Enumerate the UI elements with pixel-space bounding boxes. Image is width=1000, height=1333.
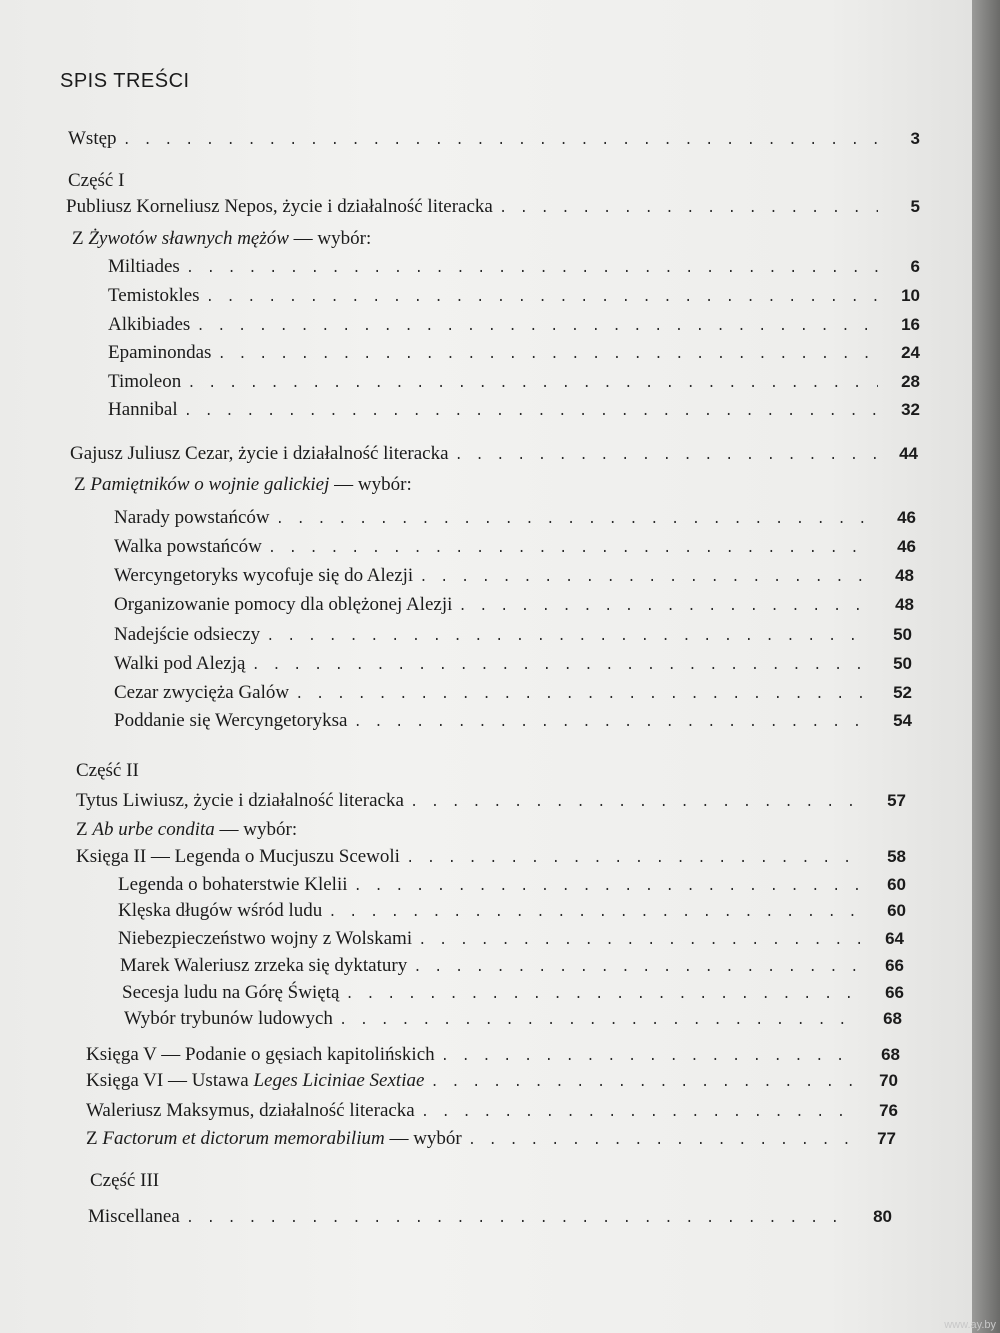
dot-leader	[206, 290, 878, 306]
dot-leader	[458, 599, 872, 615]
toc-entry	[114, 507, 916, 533]
toc-entry	[108, 314, 920, 340]
dot-leader	[196, 319, 878, 335]
work-title: Factorum et dictorum memorabilium	[102, 1128, 385, 1149]
toc-entry-label: Temistokles	[108, 285, 200, 306]
page-edge	[972, 0, 1000, 1333]
toc-entry-nepos	[66, 196, 920, 222]
selection-note-nepos	[72, 228, 371, 250]
toc-entry-label: Hannibal	[108, 399, 178, 420]
toc-page-number: 66	[885, 983, 904, 1002]
part-heading-2: Część II	[76, 760, 139, 781]
dot-leader	[123, 133, 878, 149]
toc-entry	[124, 1008, 902, 1034]
toc-entry-label	[86, 1070, 424, 1092]
toc-page-number: 24	[901, 343, 920, 362]
toc-entry-label: Alkibiades	[108, 314, 191, 335]
selection-prefix: Z	[76, 819, 93, 840]
toc-entry-label: Narady powstańców	[114, 507, 270, 528]
toc-page-number: 57	[887, 791, 906, 810]
toc-entry-label: Tytus Liwiusz, życie i działalność literacka	[76, 790, 404, 811]
toc-entry-book6	[86, 1070, 898, 1096]
toc-entry	[108, 285, 920, 311]
toc-page-number: 6	[910, 257, 920, 276]
dot-leader	[413, 960, 862, 976]
toc-entry-label: Gajusz Juliusz Cezar, życie i działalność literacka	[70, 443, 449, 464]
work-title: Żywotów sławnych mężów	[88, 228, 289, 249]
toc-entry-label: Walka powstańców	[114, 536, 262, 557]
toc-entry-book5	[86, 1044, 900, 1070]
toc-page-number: 50	[893, 654, 912, 673]
toc-entry	[114, 710, 912, 736]
toc-page-number: 64	[885, 929, 904, 948]
part-heading-3: Część III	[90, 1170, 160, 1191]
dot-leader	[430, 1075, 856, 1091]
toc-page-number: 66	[885, 956, 904, 975]
toc-entry-misc	[88, 1206, 892, 1232]
dot-leader	[339, 1013, 860, 1029]
toc-page-number: 46	[897, 508, 916, 527]
toc-page-number: 54	[893, 711, 912, 730]
toc-page-number: 76	[879, 1101, 898, 1120]
toc-page-number: 58	[887, 847, 906, 866]
toc-entry-label: Waleriusz Maksymus, działalność literacka	[86, 1100, 415, 1121]
work-title: Ab urbe condita	[92, 819, 215, 840]
toc-entry-book2	[76, 846, 906, 872]
toc-page-number: 77	[877, 1129, 896, 1148]
toc-page-number: 5	[910, 197, 920, 216]
dot-leader	[455, 448, 876, 464]
selection-note-caesar	[74, 474, 412, 496]
dot-leader	[328, 905, 864, 921]
toc-entry-intro	[68, 128, 920, 154]
dot-leader	[353, 715, 870, 731]
toc-entry	[114, 653, 912, 679]
toc-page-number: 44	[899, 444, 918, 463]
toc-page-number: 46	[897, 537, 916, 556]
toc-entry-label: Timoleon	[108, 371, 182, 392]
dot-leader	[410, 795, 864, 811]
toc-entry	[120, 955, 904, 981]
dot-leader	[406, 851, 864, 867]
selection-prefix: Z	[86, 1128, 103, 1149]
toc-entry-label: Wstęp	[68, 128, 117, 149]
toc-entry-label: Niebezpieczeństwo wojny z Wolskami	[118, 928, 413, 949]
dot-leader	[441, 1049, 858, 1065]
toc-entry-label: Cezar zwycięża Galów	[114, 682, 290, 703]
toc-entry	[108, 256, 920, 282]
toc-entry	[108, 342, 920, 368]
toc-page-number: 70	[879, 1071, 898, 1090]
toc-entry-label: Wercyngetoryks wycofuje się do Alezji	[114, 565, 414, 586]
toc-page-number: 60	[887, 875, 906, 894]
toc-entry-valerius-selection	[86, 1128, 896, 1154]
toc-entry	[118, 928, 904, 954]
toc-page-number: 32	[901, 400, 920, 419]
dot-leader	[186, 1211, 850, 1227]
dot-leader	[186, 261, 878, 277]
toc-entry-livy	[76, 790, 906, 816]
toc-entry-label: Klęska długów wśród ludu	[118, 900, 323, 921]
toc-entry	[108, 371, 920, 397]
toc-entry-label	[86, 1128, 462, 1150]
dot-leader	[295, 687, 870, 703]
toc-entry-caesar	[70, 443, 918, 469]
toc-entry	[118, 874, 906, 900]
toc-page-number: 68	[881, 1045, 900, 1064]
dot-leader	[468, 1133, 854, 1149]
toc-entry-label: Poddanie się Wercyngetoryksa	[114, 710, 348, 731]
watermark: www.ay.by	[944, 1319, 996, 1331]
work-title: Pamiętników o wojnie galickiej	[90, 474, 330, 495]
dot-leader	[266, 629, 870, 645]
dot-leader	[345, 987, 862, 1003]
dot-leader	[421, 1105, 856, 1121]
selection-prefix: Z	[74, 474, 91, 495]
law-title: Leges Liciniae Sextiae	[253, 1070, 425, 1091]
toc-entry-label: Walki pod Alezją	[114, 653, 246, 674]
toc-entry	[114, 536, 916, 562]
entry-prefix: Księga VI — Ustawa	[86, 1070, 254, 1091]
part-heading-1: Część I	[68, 170, 125, 191]
toc-page-number: 50	[893, 625, 912, 644]
dot-leader	[184, 404, 878, 420]
toc-entry-label: Secesja ludu na Górę Świętą	[122, 982, 340, 1003]
toc-entry-label: Księga II — Legenda o Mucjuszu Scewoli	[76, 846, 400, 867]
toc-page-number: 80	[873, 1207, 892, 1226]
dot-leader	[187, 376, 878, 392]
toc-entry-label: Legenda o bohaterstwie Klelii	[118, 874, 348, 895]
toc-entry	[114, 565, 914, 591]
dot-leader	[418, 933, 862, 949]
toc-entry-label: Marek Waleriusz zrzeka się dyktatury	[120, 955, 408, 976]
selection-suffix: — wybór:	[329, 474, 412, 495]
toc-page-number: 52	[893, 683, 912, 702]
toc-entry	[122, 982, 904, 1008]
toc-entry-label: Wybór trybunów ludowych	[124, 1008, 333, 1029]
selection-suffix: — wybór:	[288, 228, 372, 249]
dot-leader	[276, 512, 874, 528]
toc-page-number: 16	[901, 315, 920, 334]
dot-leader	[251, 658, 870, 674]
toc-entry-label: Publiusz Korneliusz Nepos, życie i działalność literacka	[66, 196, 493, 217]
selection-suffix: — wybór:	[214, 819, 298, 840]
toc-entry	[114, 594, 914, 620]
toc-entry-label: Miltiades	[108, 256, 180, 277]
dot-leader	[268, 541, 874, 557]
selection-note-livy	[76, 819, 297, 841]
dot-leader	[217, 347, 878, 363]
toc-page-number: 60	[887, 901, 906, 920]
toc-entry-label: Nadejście odsieczy	[114, 624, 261, 645]
toc-entry-label: Księga V — Podanie o gęsiach kapitolińskich	[86, 1044, 435, 1065]
toc-page-number: 48	[895, 595, 914, 614]
toc-entry	[108, 399, 920, 425]
dot-leader	[354, 879, 864, 895]
toc-page-number: 48	[895, 566, 914, 585]
dot-leader	[499, 201, 878, 217]
toc-page-number: 3	[910, 129, 920, 148]
selection-suffix: — wybór	[384, 1128, 462, 1149]
toc-entry-label: Miscellanea	[88, 1206, 180, 1227]
toc-entry-label: Epaminondas	[108, 342, 212, 363]
toc-entry	[114, 624, 912, 650]
toc-entry-valerius	[86, 1100, 898, 1126]
toc-page-number: 68	[883, 1009, 902, 1028]
toc-page-number: 10	[901, 286, 920, 305]
selection-prefix: Z	[72, 228, 89, 249]
dot-leader	[419, 570, 872, 586]
toc-entry	[118, 900, 906, 926]
page-title: SPIS TREŚCI	[60, 70, 190, 92]
toc-page-number: 28	[901, 372, 920, 391]
toc-entry-label: Organizowanie pomocy dla oblężonej Alezji	[114, 594, 453, 615]
toc-entry	[114, 682, 912, 708]
